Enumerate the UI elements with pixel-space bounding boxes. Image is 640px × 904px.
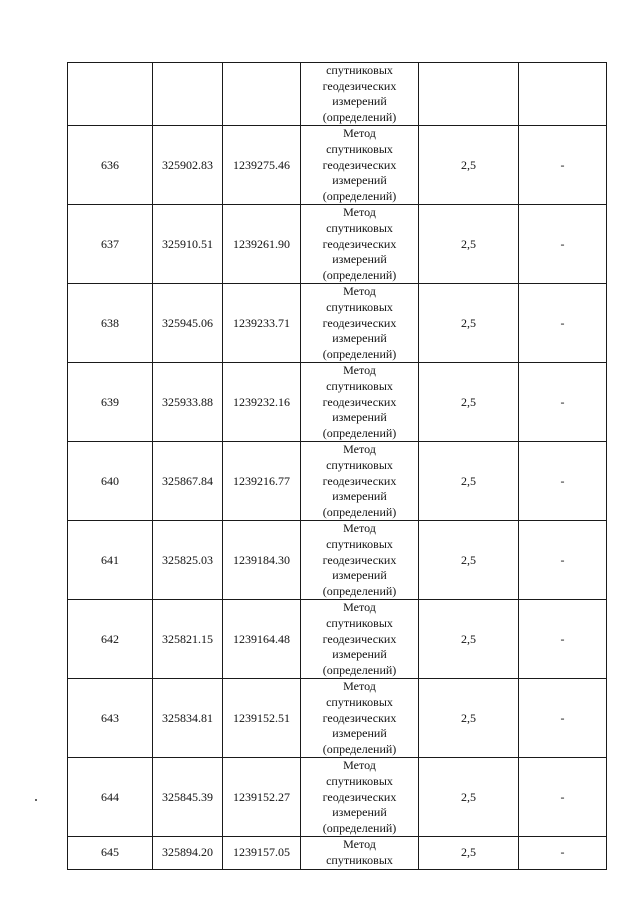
point-number-cell: 641 bbox=[68, 521, 153, 600]
method-line: Метод bbox=[343, 284, 376, 299]
method-line: спутниковых bbox=[326, 694, 393, 709]
method-line: спутниковых bbox=[326, 615, 393, 630]
method-cell bbox=[301, 63, 419, 126]
x-coordinate-cell: 325821.15 bbox=[153, 600, 223, 679]
point-number-cell: 643 bbox=[68, 679, 153, 758]
method-line: геодезических bbox=[322, 789, 397, 804]
point-number-cell: 639 bbox=[68, 363, 153, 442]
method-line: (определений) bbox=[322, 425, 397, 440]
x-coordinate-cell: 325834.81 bbox=[153, 679, 223, 758]
method-line: геодезических bbox=[322, 157, 397, 172]
accuracy-cell: 2,5 bbox=[419, 679, 519, 758]
table-row bbox=[68, 205, 607, 284]
method-cell bbox=[301, 679, 419, 758]
y-coordinate-cell: 1239216.77 bbox=[223, 442, 301, 521]
accuracy-cell: 2,5 bbox=[419, 205, 519, 284]
point-number-cell: 645 bbox=[68, 837, 153, 869]
point-number-cell: 636 bbox=[68, 126, 153, 205]
method-line: геодезических bbox=[322, 394, 397, 409]
method-line: Метод bbox=[343, 837, 376, 852]
method-line: (определений) bbox=[322, 662, 397, 677]
method-line: измерений bbox=[332, 805, 387, 820]
x-coordinate-cell bbox=[153, 63, 223, 126]
method-line: Метод bbox=[343, 205, 376, 220]
note-cell: - bbox=[519, 442, 607, 521]
method-line: спутниковых bbox=[326, 63, 393, 77]
method-line: спутниковых bbox=[326, 536, 393, 551]
method-line: Метод bbox=[343, 679, 376, 694]
method-cell bbox=[301, 363, 419, 442]
method-cell bbox=[301, 205, 419, 284]
method-cell bbox=[301, 600, 419, 679]
y-coordinate-cell: 1239275.46 bbox=[223, 126, 301, 205]
x-coordinate-cell: 325845.39 bbox=[153, 758, 223, 837]
method-line: (определений) bbox=[322, 267, 397, 282]
method-line: (определений) bbox=[322, 188, 397, 203]
method-line: геодезических bbox=[322, 78, 397, 93]
method-line: (определений) bbox=[322, 820, 397, 835]
table-row bbox=[68, 600, 607, 679]
method-line: измерений bbox=[332, 410, 387, 425]
x-coordinate-cell: 325902.83 bbox=[153, 126, 223, 205]
method-line: измерений bbox=[332, 252, 387, 267]
method-line: геодезических bbox=[322, 236, 397, 251]
coordinates-table bbox=[67, 62, 607, 870]
y-coordinate-cell: 1239157.05 bbox=[223, 837, 301, 869]
method-line: измерений bbox=[332, 94, 387, 109]
method-line: геодезических bbox=[322, 315, 397, 330]
table-row bbox=[68, 284, 607, 363]
x-coordinate-cell: 325910.51 bbox=[153, 205, 223, 284]
method-line: спутниковых bbox=[326, 141, 393, 156]
table-body bbox=[68, 63, 607, 870]
method-line: геодезических bbox=[322, 473, 397, 488]
method-line: Метод bbox=[343, 126, 376, 141]
method-line: (определений) bbox=[322, 583, 397, 598]
method-line: измерений bbox=[332, 568, 387, 583]
method-line: измерений bbox=[332, 647, 387, 662]
point-number-cell bbox=[68, 63, 153, 126]
method-line: (определений) bbox=[322, 109, 397, 124]
table-row bbox=[68, 521, 607, 600]
accuracy-cell: 2,5 bbox=[419, 837, 519, 869]
point-number-cell: 640 bbox=[68, 442, 153, 521]
method-line: (определений) bbox=[322, 741, 397, 756]
table-row bbox=[68, 679, 607, 758]
note-cell: - bbox=[519, 205, 607, 284]
method-cell bbox=[301, 442, 419, 521]
method-line: спутниковых bbox=[326, 852, 393, 867]
method-cell bbox=[301, 126, 419, 205]
method-cell bbox=[301, 758, 419, 837]
accuracy-cell: 2,5 bbox=[419, 363, 519, 442]
x-coordinate-cell: 325945.06 bbox=[153, 284, 223, 363]
note-cell bbox=[519, 63, 607, 126]
accuracy-cell: 2,5 bbox=[419, 284, 519, 363]
note-cell: - bbox=[519, 363, 607, 442]
method-line: спутниковых bbox=[326, 457, 393, 472]
y-coordinate-cell bbox=[223, 63, 301, 126]
note-cell: - bbox=[519, 521, 607, 600]
method-cell bbox=[301, 284, 419, 363]
point-number-cell: 642 bbox=[68, 600, 153, 679]
note-cell: - bbox=[519, 837, 607, 869]
table-row bbox=[68, 363, 607, 442]
x-coordinate-cell: 325933.88 bbox=[153, 363, 223, 442]
note-cell: - bbox=[519, 679, 607, 758]
table-row-continued bbox=[68, 63, 607, 126]
point-number-cell: 637 bbox=[68, 205, 153, 284]
method-cell bbox=[301, 837, 419, 869]
y-coordinate-cell: 1239233.71 bbox=[223, 284, 301, 363]
method-line: геодезических bbox=[322, 552, 397, 567]
y-coordinate-cell: 1239184.30 bbox=[223, 521, 301, 600]
method-line: измерений bbox=[332, 331, 387, 346]
accuracy-cell: 2,5 bbox=[419, 521, 519, 600]
method-line: Метод bbox=[343, 363, 376, 378]
y-coordinate-cell: 1239152.51 bbox=[223, 679, 301, 758]
note-cell: - bbox=[519, 126, 607, 205]
point-number-cell: 644 bbox=[68, 758, 153, 837]
y-coordinate-cell: 1239164.48 bbox=[223, 600, 301, 679]
method-line: геодезических bbox=[322, 631, 397, 646]
method-line: геодезических bbox=[322, 710, 397, 725]
x-coordinate-cell: 325825.03 bbox=[153, 521, 223, 600]
method-cell bbox=[301, 521, 419, 600]
note-cell: - bbox=[519, 600, 607, 679]
method-line: (определений) bbox=[322, 504, 397, 519]
y-coordinate-cell: 1239152.27 bbox=[223, 758, 301, 837]
method-line: измерений bbox=[332, 173, 387, 188]
table-row bbox=[68, 758, 607, 837]
table-row bbox=[68, 442, 607, 521]
method-line: спутниковых bbox=[326, 773, 393, 788]
accuracy-cell: 2,5 bbox=[419, 442, 519, 521]
point-number-cell: 638 bbox=[68, 284, 153, 363]
table-row bbox=[68, 126, 607, 205]
method-line: спутниковых bbox=[326, 220, 393, 235]
method-line: Метод bbox=[343, 600, 376, 615]
method-line: спутниковых bbox=[326, 378, 393, 393]
scan-dot bbox=[35, 799, 37, 801]
note-cell: - bbox=[519, 758, 607, 837]
x-coordinate-cell: 325867.84 bbox=[153, 442, 223, 521]
accuracy-cell: 2,5 bbox=[419, 600, 519, 679]
y-coordinate-cell: 1239232.16 bbox=[223, 363, 301, 442]
method-line: Метод bbox=[343, 442, 376, 457]
method-line: Метод bbox=[343, 758, 376, 773]
method-line: измерений bbox=[332, 489, 387, 504]
method-line: спутниковых bbox=[326, 299, 393, 314]
x-coordinate-cell: 325894.20 bbox=[153, 837, 223, 869]
table-row-partial bbox=[68, 837, 607, 869]
accuracy-cell bbox=[419, 63, 519, 126]
method-line: (определений) bbox=[322, 346, 397, 361]
note-cell: - bbox=[519, 284, 607, 363]
method-line: измерений bbox=[332, 726, 387, 741]
accuracy-cell: 2,5 bbox=[419, 126, 519, 205]
accuracy-cell: 2,5 bbox=[419, 758, 519, 837]
y-coordinate-cell: 1239261.90 bbox=[223, 205, 301, 284]
method-line: Метод bbox=[343, 521, 376, 536]
